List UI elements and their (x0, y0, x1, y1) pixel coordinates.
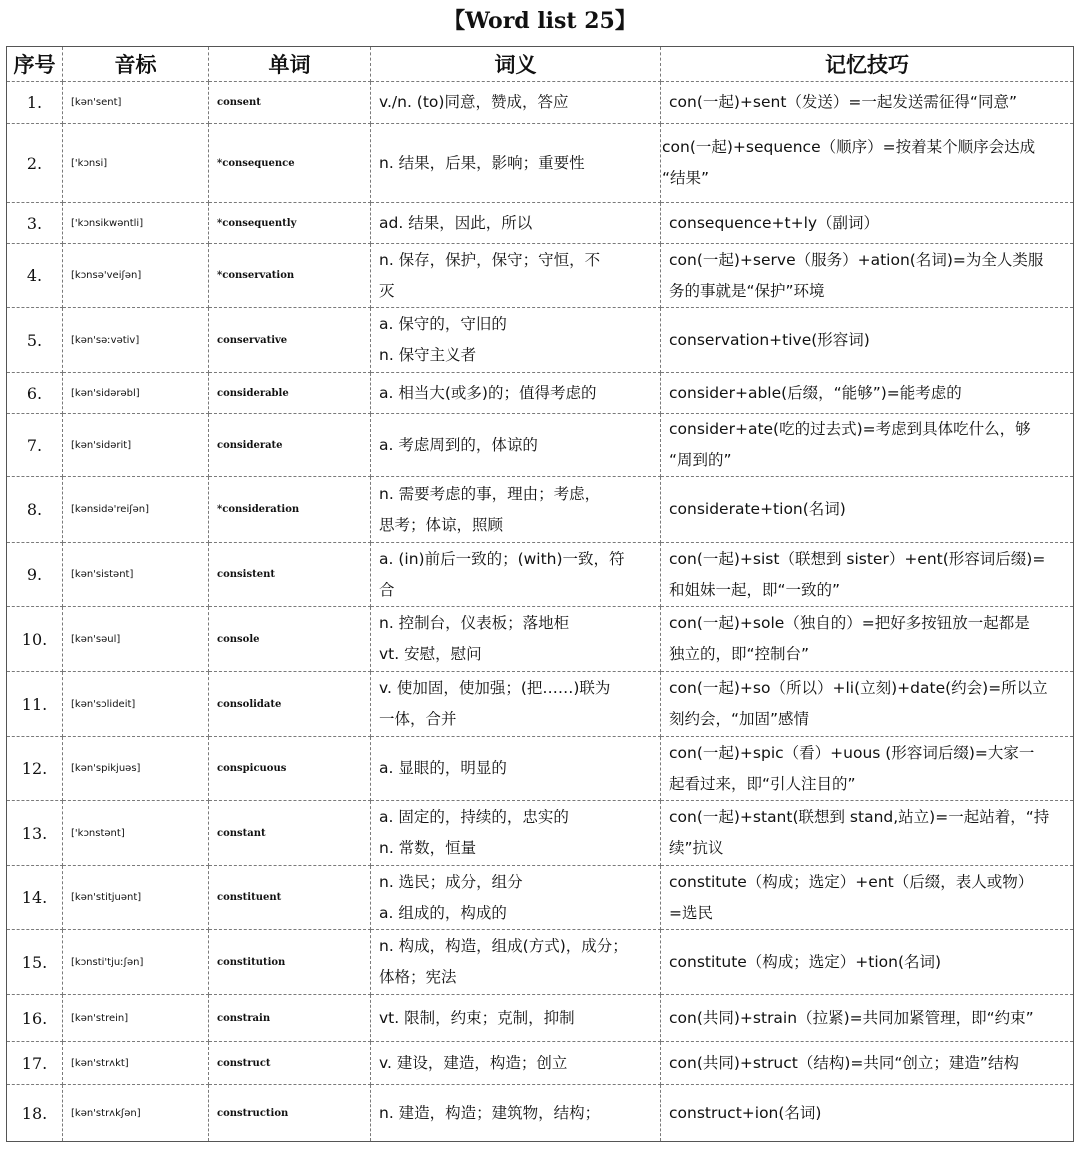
table-row (7, 414, 1074, 477)
table-row (7, 1085, 1074, 1142)
memory-tip-cell (661, 672, 1074, 737)
word-cell: *conservation (209, 244, 371, 308)
phonetic-cell: [kən'sidərəbl] (63, 373, 209, 414)
meaning-line: n. 结果，后果，影响；重要性 (379, 153, 585, 172)
memory-tip-cell (661, 607, 1074, 672)
memory-tip-line: con(一起)+stant(联想到 stand,站立)=一起站着，“持 (669, 808, 1050, 826)
phonetic-cell: ['kɔnstənt] (63, 801, 209, 866)
table-row (7, 477, 1074, 543)
word-cell: conspicuous (209, 737, 371, 801)
meaning-line: v./n. (to)同意，赞成，答应 (379, 93, 569, 111)
meaning-cell (371, 607, 661, 672)
meaning-cell (371, 124, 661, 203)
memory-tip-line: con(一起)+serve（服务）+ation(名词)=为全人类服 (669, 250, 1044, 269)
memory-tip-line: consider+able(后缀，“能够”)=能考虑的 (669, 383, 962, 402)
memory-tip-cell (661, 203, 1074, 244)
word-cell: console (209, 607, 371, 672)
meaning-cell (371, 995, 661, 1042)
phonetic-cell: ['kɔnsikwəntli] (63, 203, 209, 244)
meaning-line: 体格；宪法 (379, 968, 457, 986)
memory-tip-line: 务的事就是“保护”环境 (669, 281, 825, 300)
phonetic-cell: [kən'strein] (63, 995, 209, 1042)
memory-tip-line: con(共同)+strain（拉紧)=共同加紧管理，即“约束” (669, 1008, 1034, 1027)
meaning-line: a. 组成的，构成的 (379, 903, 507, 922)
memory-tip-cell (661, 82, 1074, 124)
meaning-cell (371, 1042, 661, 1085)
row-number: 18. (7, 1085, 63, 1142)
memory-tip-line: “周到的” (669, 451, 732, 469)
meaning-cell (371, 244, 661, 308)
phonetic-cell: [kən'səːvətiv] (63, 308, 209, 373)
memory-tip-line: con(一起)+sole（独自的）=把好多按钮放一起都是 (669, 614, 1030, 632)
phonetic-cell: [kən'spikjuəs] (63, 737, 209, 801)
page-title: 【Word list 25】 (443, 8, 637, 34)
row-number: 6. (7, 373, 63, 414)
meaning-line: 合 (379, 580, 395, 599)
meaning-line: 一体，合并 (379, 710, 457, 728)
memory-tip-cell (661, 543, 1074, 607)
row-number: 8. (7, 477, 63, 543)
row-number: 9. (7, 543, 63, 607)
header-meaning: 词义 (371, 47, 661, 82)
table-row (7, 244, 1074, 308)
word-cell: constituent (209, 866, 371, 930)
word-cell: consent (209, 82, 371, 124)
table-row (7, 203, 1074, 244)
phonetic-cell: [kənsidə'reiʃən] (63, 477, 209, 543)
memory-tip-line: 续”抗议 (669, 839, 724, 857)
meaning-line: a. (in)前后一致的；(with)一致，符 (379, 549, 625, 568)
phonetic-cell: [kən'sistənt] (63, 543, 209, 607)
phonetic-cell: [kən'səul] (63, 607, 209, 672)
memory-tip-cell (661, 244, 1074, 308)
table-row (7, 995, 1074, 1042)
meaning-line: a. 固定的，持续的，忠实的 (379, 808, 569, 826)
word-cell: consolidate (209, 672, 371, 737)
meaning-line: a. 相当大(或多)的；值得考虑的 (379, 383, 597, 402)
meaning-cell (371, 373, 661, 414)
word-cell: *consequence (209, 124, 371, 203)
memory-tip-line: 独立的，即“控制台” (669, 645, 810, 663)
row-number: 11. (7, 672, 63, 737)
header-word: 单词 (209, 47, 371, 82)
meaning-line: n. 常数，恒量 (379, 839, 477, 857)
word-cell: considerate (209, 414, 371, 477)
table-row (7, 672, 1074, 737)
memory-tip-line: con(一起)+sent（发送）=一起发送需征得“同意” (669, 93, 1017, 111)
word-cell: consistent (209, 543, 371, 607)
table-row (7, 124, 1074, 203)
phonetic-cell: [kən'sɔlideit] (63, 672, 209, 737)
meaning-line: ad. 结果，因此，所以 (379, 213, 533, 232)
meaning-line: a. 显眼的，明显的 (379, 759, 507, 777)
meaning-line: v. 使加固，使加强；(把……)联为 (379, 679, 611, 697)
memory-tip-cell (661, 995, 1074, 1042)
meaning-cell (371, 477, 661, 543)
table-row (7, 737, 1074, 801)
meaning-line: n. 构成，构造，组成(方式)，成分； (379, 937, 628, 955)
phonetic-cell: [kən'stitjuənt] (63, 866, 209, 930)
meaning-line: n. 保存，保护，保守；守恒，不 (379, 250, 601, 269)
meaning-line: n. 控制台，仪表板；落地柜 (379, 614, 570, 632)
phonetic-cell: [kən'strʌkʃən] (63, 1085, 209, 1142)
word-cell: *consequently (209, 203, 371, 244)
meaning-line: a. 保守的，守旧的 (379, 315, 507, 333)
row-number: 17. (7, 1042, 63, 1085)
meaning-cell (371, 1085, 661, 1142)
row-number: 14. (7, 866, 63, 930)
meaning-line: n. 选民；成分，组分 (379, 872, 523, 891)
table-row (7, 82, 1074, 124)
memory-tip-cell (661, 1085, 1074, 1142)
table-row (7, 801, 1074, 866)
memory-tip-line: con(共同)+struct（结构)=共同“创立；建造”结构 (669, 1053, 1019, 1072)
memory-tip-line: con(一起)+sist（联想到 sister）+ent(形容词后缀)= (669, 549, 1046, 568)
memory-tip-line: =选民 (669, 903, 713, 922)
phonetic-cell: ['kɔnsi] (63, 124, 209, 203)
phonetic-cell: [kən'sent] (63, 82, 209, 124)
header-memory-tip: 记忆技巧 (661, 47, 1074, 82)
table-header-row (7, 47, 1074, 82)
phonetic-cell: [kən'strʌkt] (63, 1042, 209, 1085)
meaning-line: vt. 限制，约束；克制，抑制 (379, 1008, 575, 1027)
word-cell: *consideration (209, 477, 371, 543)
meaning-line: v. 建设，建造，构造；创立 (379, 1053, 568, 1072)
meaning-line: n. 需要考虑的事，理由；考虑， (379, 484, 601, 503)
header-number: 序号 (7, 47, 63, 82)
table-row (7, 308, 1074, 373)
memory-tip-line: con(一起)+spic（看）+uous (形容词后缀)=大家一 (669, 743, 1035, 762)
memory-tip-line: consequence+t+ly（副词） (669, 213, 880, 232)
word-cell: constitution (209, 930, 371, 995)
memory-tip-line: con(一起)+so（所以）+li(立刻)+date(约会)=所以立 (669, 679, 1048, 697)
memory-tip-line: 和姐妹一起，即“一致的” (669, 580, 841, 599)
meaning-line: 思考；体谅，照顾 (379, 515, 504, 534)
memory-tip-line: 刻约会，“加固”感情 (669, 710, 810, 728)
meaning-cell (371, 308, 661, 373)
table-row (7, 930, 1074, 995)
memory-tip-line: consider+ate(吃的过去式)=考虑到具体吃什么，够 (669, 420, 1031, 438)
meaning-cell (371, 866, 661, 930)
memory-tip-cell (661, 930, 1074, 995)
table-row (7, 543, 1074, 607)
meaning-line: a. 考虑周到的，体谅的 (379, 435, 538, 454)
row-number: 12. (7, 737, 63, 801)
memory-tip-cell (661, 124, 1074, 203)
row-number: 4. (7, 244, 63, 308)
meaning-cell (371, 930, 661, 995)
word-cell: constrain (209, 995, 371, 1042)
word-list-table (6, 46, 1074, 1142)
meaning-line: vt. 安慰，慰问 (379, 645, 482, 663)
phonetic-cell: [kɔnsə'veiʃən] (63, 244, 209, 308)
memory-tip-line: “结果” (662, 169, 710, 187)
memory-tip-cell (661, 414, 1074, 477)
phonetic-cell: [kən'sidərit] (63, 414, 209, 477)
memory-tip-line: conservation+tive(形容词) (669, 330, 870, 349)
table-row (7, 866, 1074, 930)
meaning-cell (371, 543, 661, 607)
meaning-cell (371, 801, 661, 866)
memory-tip-line: constitute（构成；选定）+ent（后缀，表人或物） (669, 872, 1034, 891)
memory-tip-cell (661, 373, 1074, 414)
word-cell: conservative (209, 308, 371, 373)
row-number: 5. (7, 308, 63, 373)
row-number: 10. (7, 607, 63, 672)
meaning-cell (371, 414, 661, 477)
memory-tip-line: considerate+tion(名词) (669, 500, 846, 518)
memory-tip-line: 起看过来，即“引人注目的” (669, 774, 856, 793)
table-row (7, 607, 1074, 672)
memory-tip-line: construct+ion(名词) (669, 1103, 822, 1122)
phonetic-cell: [kɔnsti'tjuːʃən] (63, 930, 209, 995)
row-number: 3. (7, 203, 63, 244)
meaning-line: 灭 (379, 281, 395, 300)
word-cell: construct (209, 1042, 371, 1085)
memory-tip-cell (661, 737, 1074, 801)
row-number: 15. (7, 930, 63, 995)
memory-tip-cell (661, 866, 1074, 930)
row-number: 7. (7, 414, 63, 477)
header-phonetic: 音标 (63, 47, 209, 82)
memory-tip-line: con(一起)+sequence（顺序）=按着某个顺序会达成 (662, 138, 1036, 156)
meaning-cell (371, 82, 661, 124)
meaning-cell (371, 203, 661, 244)
meaning-cell (371, 672, 661, 737)
row-number: 16. (7, 995, 63, 1042)
meaning-cell (371, 737, 661, 801)
memory-tip-cell (661, 801, 1074, 866)
memory-tip-cell (661, 308, 1074, 373)
row-number: 2. (7, 124, 63, 203)
memory-tip-cell (661, 477, 1074, 543)
row-number: 1. (7, 82, 63, 124)
row-number: 13. (7, 801, 63, 866)
word-cell: construction (209, 1085, 371, 1142)
meaning-line: n. 建造，构造；建筑物，结构； (379, 1103, 601, 1122)
memory-tip-cell (661, 1042, 1074, 1085)
table-row (7, 1042, 1074, 1085)
table-row (7, 373, 1074, 414)
memory-tip-line: constitute（构成；选定）+tion(名词) (669, 952, 942, 971)
word-cell: constant (209, 801, 371, 866)
word-cell: considerable (209, 373, 371, 414)
meaning-line: n. 保守主义者 (379, 346, 477, 364)
